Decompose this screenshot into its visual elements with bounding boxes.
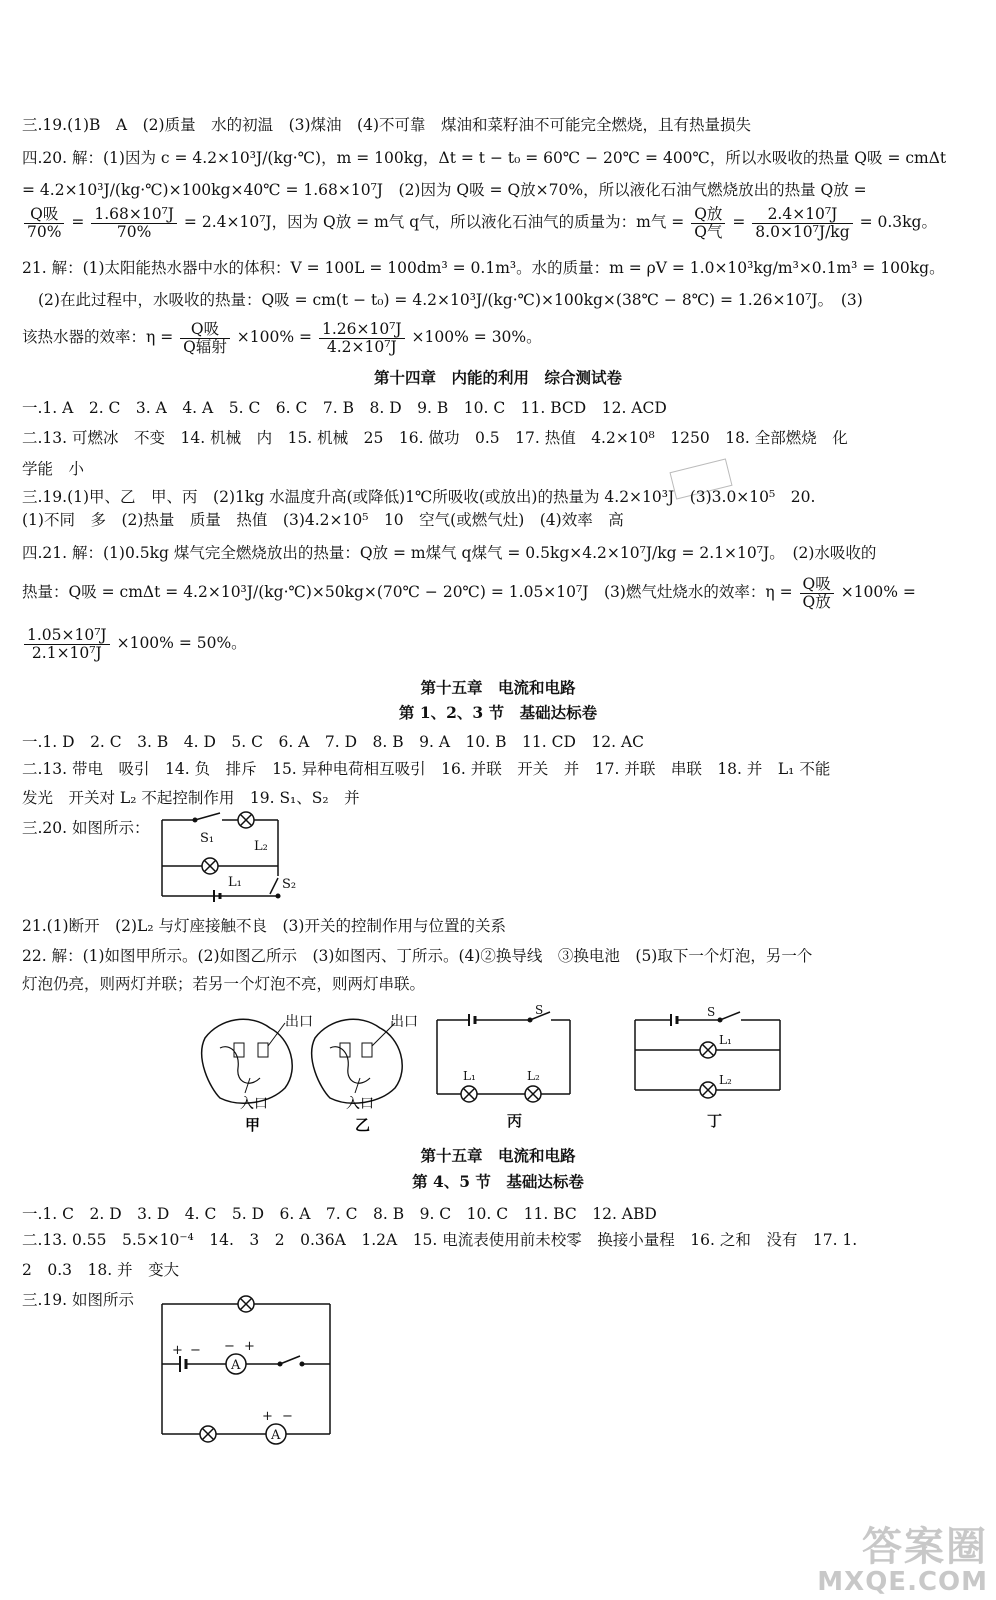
answer-line: 四.20. 解：(1)因为 c = 4.2×10³J/(kg·℃)，m = 100kg，Δt = t − t₀ = 60℃ − 20℃ = 400℃，所以水吸收的热量 Q吸 = cmΔt: [22, 149, 947, 167]
answer-line: 一.1. A 2. C 3. A 4. A 5. C 6. C 7. B 8. D 9. B 10. C 11. BCD 12. ACD: [22, 399, 667, 417]
fraction: $\frac{\text{1.68×10⁷J}}{70\%}$: [91, 206, 177, 241]
maze-diagram-yi: [300, 1008, 420, 1142]
answer-line: (1)不同 多 (2)热量 质量 热值 (3)4.2×10⁵ 10 空气(或燃气灶) (4)效率 高: [22, 511, 624, 529]
answer-line: = 4.2×10³J/(kg·℃)×100kg×40℃ = 1.68×10⁷J (2)因为 Q吸 = Q放×70%，所以液化石油气燃烧放出的热量 Q放 =: [22, 181, 867, 199]
label-l2: L₂: [254, 839, 268, 854]
answer-line-fractions: $\frac{\text{Q吸}}{70\%}$ = $\frac{\text{1.68×10⁷J}}{70\%}$ = 2.4×10⁷J，因为 Q放 = m气 q气，所以液化石油气的质量为：m气 = $\frac{\text{Q放}}{\text{Q气}}$ = $\frac{\text{2.4×10⁷J}}{\text{8.0×10⁷J/kg}}$ = 0.3kg。: [22, 203, 937, 241]
minus-sign: −: [190, 1343, 201, 1358]
answer-line: 二.13. 可燃冰 不变 14. 机械 内 15. 机械 25 16. 做功 0.5 17. 热值 4.2×10⁸ 1250 18. 全部燃烧 化: [22, 429, 848, 447]
label-ding: 丁: [707, 1112, 723, 1130]
answer-line: 21. 解：(1)太阳能热水器中水的体积：V = 100L = 100dm³ = 0.1m³。水的质量：m = ρV = 1.0×10³kg/m³×0.1m³ = 100kg。: [22, 259, 945, 277]
answer-line: 21.(1)断开 (2)L₂ 与灯座接触不良 (3)开关的控制作用与位置的关系: [22, 917, 506, 935]
answer-line: 三.20. 如图所示：: [22, 819, 150, 837]
label-s1: S₁: [200, 831, 215, 846]
plus-sign: +: [244, 1339, 255, 1354]
answer-line: 三.19. 如图所示: [22, 1291, 135, 1309]
answer-line: 发光 开关对 L₂ 不起控制作用 19. S₁、S₂ 并: [22, 789, 360, 807]
answer-line: 一.1. C 2. D 3. D 4. C 5. D 6. A 7. C 8. B 9. C 10. C 11. BC 12. ABD: [22, 1205, 657, 1223]
answer-line: 二.13. 0.55 5.5×10⁻⁴ 14. 3 2 0.36A 1.2A 15. 电流表使用前未校零 换接小量程 16. 之和 没有 17. 1.: [22, 1231, 858, 1249]
maze-diagram-jia: [190, 1008, 313, 1142]
answer-line: 三.19.(1)甲、乙 甲、丙 (2)1kg 水温度升高(或降低)1℃所吸收(或放出)的热量为 4.2×10³J (3)3.0×10⁵ 20.: [22, 488, 816, 506]
answer-line: 三.19.(1)B A (2)质量 水的初温 (3)煤油 (4)不可靠 煤油和菜籽油不可能完全燃烧，且有热量损失: [22, 116, 751, 134]
label-bing: 丙: [507, 1112, 523, 1130]
answer-line-fractions: 热量：Q吸 = cmΔt = 4.2×10³J/(kg·℃)×50kg×(70℃ − 20℃) = 1.05×10⁷J (3)燃气灶烧水的效率：η = $\frac{\text{Q吸}}{\text{Q放}}$ ×100% =: [22, 574, 916, 611]
answer-line: 学能 小: [22, 460, 85, 478]
ammeter-icon: A: [231, 1358, 241, 1373]
fraction: $\frac{\text{Q吸}}{\text{Q放}}$: [800, 576, 834, 611]
fraction: $\frac{\text{2.4×10⁷J}}{\text{8.0×10⁷J/kg}}$: [752, 206, 852, 241]
plus-sign: +: [172, 1343, 183, 1358]
label-entrance: 入口: [346, 1096, 374, 1112]
circuit-diagram-bing: [425, 1003, 585, 1140]
label-s2: S₂: [282, 877, 297, 892]
chapter-title: 第十五章 电流和电路: [420, 1146, 576, 1165]
label-yi: 乙: [355, 1116, 371, 1134]
label-jia: 甲: [245, 1116, 261, 1134]
watermark-site: MXQE.COM: [817, 1567, 988, 1597]
label-exit: 出口: [285, 1014, 313, 1030]
label-l2: L₂: [719, 1073, 732, 1087]
chapter-title: 第十五章 电流和电路: [420, 678, 576, 697]
chapter-title: 第十四章 内能的利用 综合测试卷: [373, 368, 622, 387]
answer-line: (2)在此过程中，水吸收的热量：Q吸 = cm(t − t₀) = 4.2×10³J/(kg·℃)×100kg×(38℃ − 8℃) = 1.26×10⁷J。 (3): [38, 291, 863, 309]
answer-line-fractions: $\frac{\text{1.05×10⁷J}}{\text{2.1×10⁷J}}$ ×100% = 50%。: [22, 624, 247, 662]
fraction: $\frac{\text{1.26×10⁷J}}{\text{4.2×10⁷J}}$: [319, 321, 405, 356]
plus-sign: +: [262, 1409, 273, 1424]
answer-line: 二.13. 带电 吸引 14. 负 排斥 15. 异种电荷相互吸引 16. 并联 开关 并 17. 并联 串联 18. 并 L₁ 不能: [22, 760, 831, 778]
fraction: $\frac{\text{1.05×10⁷J}}{\text{2.1×10⁷J}}$: [24, 627, 110, 662]
label-l1: L₁: [228, 875, 242, 890]
minus-sign: −: [282, 1409, 293, 1424]
answer-line: 灯泡仍亮，则两灯并联；若另一个灯泡不亮，则两灯串联。: [22, 975, 426, 993]
fraction: $\frac{\text{Q放}}{\text{Q气}}$: [691, 206, 725, 241]
answer-line: 22. 解：(1)如图甲所示。(2)如图乙所示 (3)如图丙、丁所示。(4)②换导线 ③换电池 (5)取下一个灯泡，另一个: [22, 947, 813, 965]
label-entrance: 入口: [240, 1096, 268, 1112]
ammeter-icon: A: [271, 1428, 281, 1443]
watermark: [817, 1526, 988, 1596]
label-exit: 出口: [390, 1014, 418, 1030]
section-title: 第 4、5 节 基础达标卷: [412, 1172, 584, 1191]
ammeter-circuit-diagram: [150, 1292, 350, 1466]
circuit-diagram-ding: [625, 1006, 795, 1140]
answer-line: 四.21. 解：(1)0.5kg 煤气完全燃烧放出的热量：Q放 = m煤气 q煤气 = 0.5kg×4.2×10⁷J/kg = 2.1×10⁷J。 (2)水吸收的: [22, 544, 877, 562]
label-s: S: [707, 1005, 716, 1019]
label-s: S: [535, 1003, 544, 1017]
label-l1: L₁: [719, 1033, 732, 1047]
fraction: $\frac{\text{Q吸}}{70\%}$: [24, 206, 64, 241]
fraction: $\frac{\text{Q吸}}{\text{Q辐射}}$: [180, 321, 230, 356]
answer-line: 一.1. D 2. C 3. B 4. D 5. C 6. A 7. D 8. B 9. A 10. B 11. CD 12. AC: [22, 733, 644, 751]
watermark-brand: 答案圈: [862, 1524, 988, 1570]
label-l1: L₁: [463, 1069, 476, 1083]
answer-line: 2 0.3 18. 并 变大: [22, 1261, 180, 1279]
circuit-diagram-1: [150, 808, 310, 912]
label-l2: L₂: [527, 1069, 540, 1083]
minus-sign: −: [224, 1339, 235, 1354]
answer-line-fractions: 该热水器的效率：η = $\frac{\text{Q吸}}{\text{Q辐射}}$ ×100% = $\frac{\text{1.26×10⁷J}}{\text{4.2×10⁷J}}$ ×100% = 30%。: [22, 319, 542, 356]
section-title: 第 1、2、3 节 基础达标卷: [398, 703, 598, 722]
